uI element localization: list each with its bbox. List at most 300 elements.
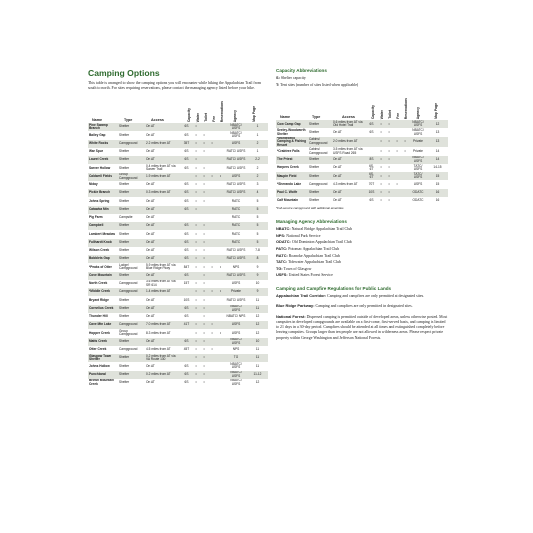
table-cell-type: Lodge/ Campground: [119, 263, 138, 271]
table-cell-fee: [208, 362, 216, 370]
table-cell-map-page: 8: [256, 256, 259, 261]
table-cell-agency: TATC/ USFS: [413, 172, 423, 180]
table-cell-access: 8.3 miles from AT: [146, 330, 171, 335]
agency-code: RATC:: [276, 252, 288, 258]
table-row: [88, 140, 268, 148]
table-row: [276, 120, 448, 128]
table-cell-reservations: [401, 189, 409, 197]
table-cell-access: On AT: [146, 272, 155, 277]
table-cell-map-page: 9: [256, 264, 259, 269]
table-cell-capacity: 6S: [184, 149, 189, 154]
table-cell-fee: [208, 214, 216, 222]
table-cell-toilet: •: [203, 289, 205, 294]
table-cell-toilet: [200, 156, 208, 164]
table-cell-capacity: 6S: [184, 305, 189, 310]
agency-name: United States Forest Service: [288, 273, 333, 278]
table-cell-water: •: [195, 256, 197, 261]
table-cell-water: •: [195, 338, 197, 343]
abbrev-text: Tent sites (number of sites listed when applicable): [280, 82, 359, 87]
table-cell-fee: [208, 255, 216, 263]
table-cell-access: On AT: [333, 157, 342, 162]
table-cell-name: Maupin Field: [277, 173, 297, 178]
table-cell-agency: RATC: [231, 198, 241, 203]
right-column: [276, 68, 448, 345]
table-cell-toilet: •: [203, 173, 205, 178]
table-row: [88, 354, 268, 362]
table-cell-name: Cove Mountain: [89, 272, 112, 277]
table-cell-toilet: •: [203, 347, 205, 352]
table-cell-name: Hopper Creek: [89, 330, 110, 335]
table-cell-water: •: [195, 165, 197, 170]
table-row: [88, 189, 268, 197]
table-cell-agency: RATC/ USFS: [226, 182, 246, 187]
table-row: [276, 147, 448, 155]
table-cell-type: Shelter: [309, 198, 320, 203]
table-cell-type: Shelter: [119, 380, 130, 385]
table-cell-name: North Creek: [89, 281, 108, 286]
table-cell-access: On AT: [146, 338, 155, 343]
table-cell-toilet: •: [203, 314, 205, 319]
table-cell-reservations: [216, 214, 225, 222]
table-cell-map-page: 14: [435, 148, 440, 153]
table-cell-fee: [393, 197, 401, 205]
table-cell-water: •: [195, 264, 197, 269]
table-cell-map-page: 10: [255, 338, 260, 343]
table-cell-agency: NBATC/ USFS: [230, 131, 242, 139]
table-cell-access: 0.2 miles from AT via VA Route 130: [146, 354, 176, 362]
table-cell-water: •: [195, 289, 197, 294]
table-cell-reservations: [216, 379, 225, 387]
table-cell-toilet: •: [203, 231, 205, 236]
table-cell-toilet: [200, 206, 208, 214]
table-cell-map-page: 5: [256, 239, 259, 244]
table-row: [88, 288, 268, 296]
table-cell-access: 0.2 miles from AT: [146, 371, 171, 376]
table-cell-capacity: 6S: [184, 363, 189, 368]
table-cell-capacity: 84T: [183, 264, 190, 269]
table-cell-access: On AT: [146, 380, 155, 385]
regulation-lead: National Forest:: [276, 313, 306, 319]
regulation-text: Dispersed camping is permitted outside of developed areas, unless otherwise posted. Most campsites in developed campgrounds are available on a first-come, first-served basis, and camping is limited to 21 days in a 30-day period. Campfires should be attended at all times and extinguished completely before leaving campsites. Groups larger than ten people are not allowed in wilderness areas. Please respect private property within George Washington and Jefferson National Forests.: [276, 314, 448, 340]
table-cell-water: •: [195, 239, 197, 244]
table-cell-name: Pig Farm: [89, 215, 103, 220]
table-cell-toilet: •: [203, 190, 205, 195]
table-cell-agency: USFS: [231, 330, 241, 335]
table-footnote: *Full-service campground with additional amenities: [276, 206, 344, 211]
table-cell-access: On AT: [146, 206, 155, 211]
table-cell-map-page: 3: [256, 182, 259, 187]
table-cell-name: Bailey Gap: [89, 132, 106, 137]
table-cell-agency: NPS: [232, 264, 240, 269]
table-cell-toilet: •: [388, 190, 390, 195]
table-cell-access: 2.0 miles from AT: [333, 139, 358, 144]
table-cell-agency: TG: [233, 355, 239, 360]
table-row: [88, 222, 268, 230]
table-cell-reservations: •: [404, 148, 406, 153]
capacity-abbrev-tent: [276, 82, 448, 89]
table-cell-map-page: 12: [255, 330, 260, 335]
table-cell-agency: RATC: [231, 215, 241, 220]
table-cell-access: 3.5 miles from AT via USFS Road 265: [333, 147, 363, 155]
table-cell-name: Caldwell Fields: [89, 173, 113, 178]
table-cell-type: Shelter: [119, 223, 130, 228]
table-cell-map-page: 12: [435, 121, 440, 126]
regulation-text: Camping and campfires are only permitted in designated sites.: [315, 304, 413, 309]
table-cell-capacity: [181, 288, 192, 296]
table-cell-agency: RATC/ USFS: [226, 165, 246, 170]
table-row: [88, 371, 268, 379]
table-cell-map-page: 5: [256, 215, 259, 220]
table-row: [88, 321, 268, 329]
page-title: Camping Options: [88, 68, 160, 78]
col-header-type: Type: [312, 115, 321, 120]
table-cell-name: Niday: [89, 182, 98, 187]
table-row: [88, 280, 268, 288]
agency-item: [276, 253, 448, 260]
table-cell-toilet: •: [203, 338, 205, 343]
table-cell-map-page: 14-15: [433, 165, 442, 170]
table-cell-type: Campground: [119, 347, 138, 352]
table-cell-type: Shelter: [309, 190, 320, 195]
table-cell-water: •: [195, 371, 197, 376]
table-row: [88, 338, 268, 346]
table-cell-access: On AT: [146, 132, 155, 137]
agency-code: USFS:: [276, 272, 288, 278]
table-cell-map-page: 1: [256, 149, 259, 154]
table-cell-type: Campground: [119, 281, 138, 286]
table-cell-access: 5.9 miles from AT via Blue Ridge Pkwy: [146, 263, 176, 271]
table-cell-agency: Private: [413, 148, 423, 153]
table-cell-access: On AT: [146, 182, 155, 187]
table-cell-agency: USFS: [231, 322, 241, 327]
table-cell-water: •: [380, 148, 382, 153]
table-cell-water: •: [380, 181, 382, 186]
regulations-list: [276, 293, 448, 341]
table-cell-fee: [208, 164, 216, 172]
table-cell-reservations: [216, 123, 225, 131]
agency-item: [276, 246, 448, 253]
agency-name: Tidewater Appalachian Trail Club: [288, 260, 341, 265]
table-cell-access: 4.3 miles from AT: [333, 181, 358, 186]
table-cell-agency: RATC/ USFS: [226, 256, 246, 261]
table-cell-fee: •: [211, 140, 213, 145]
capacity-abbrev-shelter: [276, 75, 448, 82]
table-row: [88, 197, 268, 205]
table-row: [276, 137, 448, 148]
table-cell-type: Campground: [119, 289, 138, 294]
table-cell-name: *Sherando Lake: [277, 181, 302, 186]
table-cell-map-page: 16: [435, 190, 440, 195]
table-cell-toilet: [200, 214, 208, 222]
table-cell-name: Johns Spring: [89, 198, 110, 203]
table-cell-reservations: [216, 206, 225, 214]
camping-table-header: [88, 97, 268, 123]
agency-code: PATC:: [276, 246, 288, 251]
table-cell-toilet: •: [203, 165, 205, 170]
agency-item: [276, 259, 448, 266]
table-cell-capacity: 6S: [369, 121, 374, 126]
table-row: [88, 296, 268, 304]
table-cell-capacity: 6S: [184, 338, 189, 343]
table-row: [276, 128, 448, 136]
table-cell-agency: ODATC: [412, 198, 424, 203]
table-cell-capacity: 6S: [369, 198, 374, 203]
table-cell-access: On AT: [146, 149, 155, 154]
table-cell-map-page: 5: [256, 198, 259, 203]
table-cell-map-page: 2-2: [255, 157, 260, 162]
table-cell-type: Shelter: [119, 182, 130, 187]
table-cell-agency: USFS: [231, 140, 241, 145]
table-cell-capacity: 8S: [369, 157, 374, 162]
table-row: [88, 329, 268, 337]
table-cell-access: On AT: [146, 157, 155, 162]
table-cell-access: 2.2 miles from AT: [146, 140, 171, 145]
table-cell-access: 0.3 miles from AT: [146, 190, 171, 195]
table-cell-reservations: [216, 239, 225, 247]
agency-item: [276, 233, 448, 240]
table-cell-water: •: [195, 190, 197, 195]
table-cell-capacity: 6S: [184, 124, 189, 129]
table-cell-capacity: 6S, 6T: [369, 172, 374, 180]
table-cell-capacity: 70T: [368, 181, 375, 186]
table-cell-reservations: [216, 362, 225, 370]
table-cell-reservations: [216, 305, 225, 313]
table-cell-fee: [393, 120, 401, 128]
table-cell-water: •: [195, 322, 197, 327]
table-cell-name: *Crabtree Falls: [277, 148, 300, 153]
col-header-name: Name: [280, 115, 291, 120]
table-cell-name: Cave Mtn Lake: [89, 322, 112, 327]
table-cell-fee: •: [211, 264, 213, 269]
table-cell-name: Harpers Creek: [277, 165, 299, 170]
table-cell-reservations: [401, 156, 409, 164]
col-header-type: Type: [124, 118, 133, 122]
table-cell-capacity: 6S: [184, 380, 189, 385]
table-row: [88, 305, 268, 313]
table-cell-type: Shelter: [119, 149, 130, 154]
table-cell-type: Shelter: [309, 121, 320, 126]
col-header-access: Access: [342, 115, 355, 120]
table-cell-name: Punchbowl: [89, 371, 106, 376]
table-cell-toilet: •: [203, 198, 205, 203]
table-cell-capacity: 6S: [184, 239, 189, 244]
table-cell-agency: RATC: [231, 206, 241, 211]
table-cell-name: Cow Camp Gap: [277, 121, 301, 126]
table-row: [88, 255, 268, 263]
table-cell-access: 3.6 miles from AT via SR 614: [146, 279, 176, 287]
agency-code: NPS:: [276, 232, 286, 238]
table-cell-name: Catawba Mtn: [89, 206, 109, 211]
table-cell-reservations: [216, 230, 225, 238]
table-cell-type: Cabins/ Campground: [309, 147, 328, 155]
table-cell-fee: [393, 172, 401, 180]
table-cell-fee: [208, 148, 216, 156]
table-cell-access: On AT: [333, 173, 342, 178]
table-cell-capacity: 45T: [183, 347, 190, 352]
col-header-fee: Fee: [396, 113, 400, 120]
table-row: [88, 263, 268, 271]
table-cell-water: [192, 214, 200, 222]
table-cell-toilet: •: [203, 256, 205, 261]
abbrev-text: Shelter capacity: [280, 76, 306, 80]
table-row: [276, 172, 448, 180]
table-cell-capacity: [181, 354, 192, 362]
table-cell-name: Paul C. Wolfe: [277, 190, 298, 195]
table-cell-type: Shelter: [309, 173, 320, 178]
table-cell-water: •: [380, 121, 382, 126]
table-cell-reservations: [216, 189, 225, 197]
table-cell-name: *Peaks of Otter: [89, 264, 112, 269]
table-cell-toilet: •: [388, 121, 390, 126]
table-row: [88, 346, 268, 354]
table-row: [88, 272, 268, 280]
table-cell-capacity: 6S: [184, 231, 189, 236]
table-cell-fee: [208, 354, 216, 362]
table-cell-map-page: 7-8: [255, 248, 260, 253]
table-cell-reservations: [216, 148, 225, 156]
table-cell-reservations: [216, 181, 225, 189]
table-cell-toilet: •: [388, 198, 390, 203]
agency-code: TATC:: [276, 259, 288, 265]
table-cell-reservations: [216, 156, 225, 164]
table-cell-agency: RATC/ USFS: [226, 297, 246, 302]
camping-table: [88, 123, 268, 387]
table-cell-type: Group Campground: [119, 172, 138, 180]
table-cell-reservations: [216, 131, 225, 139]
regulation-lead: Appalachian Trail Corridor:: [276, 292, 327, 298]
table-cell-fee: [393, 128, 401, 136]
table-cell-type: Campground: [309, 181, 328, 186]
table-cell-water: •: [195, 198, 197, 203]
table-cell-water: •: [195, 380, 197, 385]
table-cell-fee: [208, 222, 216, 230]
table-cell-type: Shelter: [119, 124, 130, 129]
table-cell-agency: NBATC/ USFS: [230, 304, 242, 312]
table-cell-access: On AT: [333, 129, 342, 134]
table-cell-capacity: 6S: [184, 132, 189, 137]
table-cell-water: •: [195, 173, 197, 178]
table-cell-type: Shelter: [119, 132, 130, 137]
col-header-toilet: Toilet: [388, 110, 392, 120]
table-cell-capacity: [181, 214, 192, 222]
table-cell-capacity: 6S: [369, 129, 374, 134]
agency-name: Roanoke Appalachian Trail Club: [288, 253, 340, 258]
table-cell-water: •: [195, 149, 197, 154]
agency-item: [276, 226, 448, 233]
table-cell-map-page: 2: [256, 165, 259, 170]
table-cell-reservations: [216, 222, 225, 230]
table-cell-map-page: 12: [255, 322, 260, 327]
table-cell-toilet: •: [388, 157, 390, 162]
table-cell-agency: NBATC/ USFS: [412, 120, 424, 128]
col-header-map-page: Map Page: [434, 103, 438, 120]
table-cell-name: Brown Mountain Creek: [89, 378, 114, 386]
table-cell-fee: •: [211, 322, 213, 327]
table-row: [88, 214, 268, 222]
table-cell-capacity: 6S: [184, 190, 189, 195]
table-cell-toilet: [200, 123, 208, 131]
table-row: [276, 156, 448, 164]
table-cell-name: *Middle Creek: [89, 289, 111, 294]
table-cell-water: •: [195, 231, 197, 236]
table-cell-name: Thunder Hill: [89, 314, 108, 319]
table-cell-access: On AT: [333, 190, 342, 195]
table-cell-water: •: [195, 124, 197, 129]
table-cell-reservations: [401, 172, 409, 180]
agency-name: Natural Bridge Appalachian Trail Club: [291, 227, 353, 232]
table-cell-type: Shelter: [309, 165, 320, 170]
table-cell-reservations: •: [404, 139, 406, 144]
table-cell-water: •: [195, 363, 197, 368]
table-cell-type: Shelter: [119, 338, 130, 343]
table-cell-reservations: [216, 354, 225, 362]
table-cell-capacity: 6S: [184, 198, 189, 203]
table-cell-map-page: 2: [256, 173, 259, 178]
table-cell-reservations: [401, 120, 409, 128]
table-cell-map-page: 5: [256, 206, 259, 211]
table-cell-map-page: 11: [255, 305, 260, 310]
table-cell-agency: NBATC/ USFS: [230, 370, 242, 378]
table-cell-toilet: •: [388, 181, 390, 186]
table-cell-fee: [208, 123, 216, 131]
agency-name: Town of Glasgow: [283, 266, 312, 271]
table-cell-fee: [208, 197, 216, 205]
table-cell-water: •: [380, 129, 382, 134]
table-row: [276, 164, 448, 172]
table-cell-map-page: 9: [256, 289, 259, 294]
table-cell-toilet: •: [203, 140, 205, 145]
table-cell-name: Bryant Ridge: [89, 297, 109, 302]
col-header-agency: Agency: [416, 106, 420, 120]
table-cell-name: Cornelius Creek: [89, 305, 114, 310]
col-header-access: Access: [151, 118, 164, 122]
table-cell-water: •: [380, 173, 382, 178]
table-row: [88, 181, 268, 189]
table-cell-map-page: 1: [256, 132, 259, 137]
table-row: [88, 362, 268, 370]
table-cell-toilet: •: [388, 165, 390, 170]
table-cell-reservations: [216, 164, 225, 172]
table-cell-type: Shelter: [119, 165, 130, 170]
table-cell-access: 4.5 miles from AT: [146, 347, 171, 352]
table-cell-agency: RATC/ USFS: [226, 157, 246, 162]
table-cell-capacity: 6S: [184, 165, 189, 170]
table-cell-reservations: [216, 313, 225, 321]
table-cell-agency: RATC: [231, 231, 241, 236]
col-header-water: Water: [380, 109, 384, 120]
table-cell-agency: NBATC/ USFS: [230, 123, 242, 131]
table-row: [88, 239, 268, 247]
table-cell-fee: [208, 247, 216, 255]
table-cell-reservations: [216, 247, 225, 255]
table-row: [88, 148, 268, 156]
table-cell-agency: ODATC: [412, 190, 424, 195]
table-cell-type: Shelter: [119, 355, 130, 360]
col-header-capacity: Capacity: [371, 105, 375, 120]
table-cell-agency: RATC/ USFS: [226, 190, 246, 195]
table-cell-reservations: •: [219, 330, 222, 335]
table-cell-map-page: 2: [256, 140, 259, 145]
table-cell-name: Seeley-Woodworth Shelter: [277, 128, 306, 136]
table-cell-toilet: •: [203, 182, 205, 187]
table-cell-access: 1.4 miles from AT: [146, 289, 171, 294]
table-cell-access: On AT: [146, 305, 155, 310]
table-cell-fee: [208, 239, 216, 247]
table-cell-name: *Montebello Camping & Fishing Resort: [277, 136, 307, 147]
table-cell-reservations: [216, 197, 225, 205]
table-cell-fee: [208, 313, 216, 321]
table-cell-map-page: 15: [435, 181, 440, 186]
